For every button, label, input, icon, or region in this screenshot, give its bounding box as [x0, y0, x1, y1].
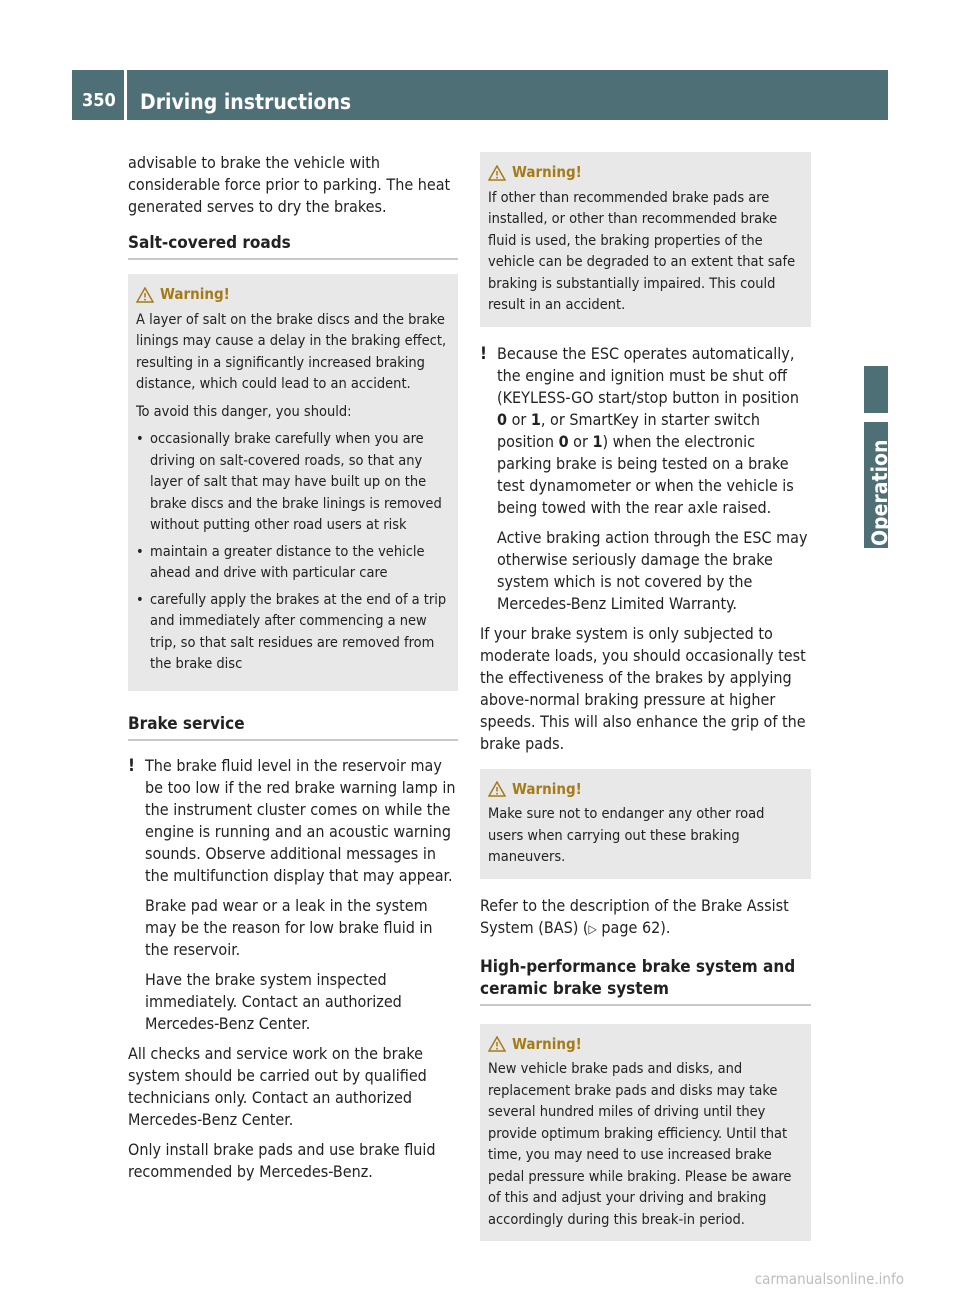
- page-number: 350: [82, 90, 116, 111]
- install-paragraph: Only install brake pads and use brake fluid recommended by Mercedes-Benz.: [128, 1139, 436, 1181]
- bullet-text: maintain a greater distance to the vehicle ahead and drive with particular care: [150, 543, 425, 581]
- warning-box-maneuvers: [480, 769, 811, 879]
- bullet-text: occasionally brake carefully when you are driving on salt-covered roads, so that any layer of salt that may have built up on the brake discs and the brake linings is removed without putting other road users at risk: [150, 431, 442, 533]
- warning-title-text: Warning!: [512, 1034, 582, 1053]
- warning-avoid-text: To avoid this danger, you should:: [136, 403, 352, 420]
- note-text: or: [568, 431, 593, 451]
- note-paragraph: The brake fluid level in the reservoir may be too low if the red brake warning lamp in the instrument cluster comes on while the engine is running and an acoustic warning sounds. Observe additional messages in the multifunction display that may appear.: [145, 755, 456, 885]
- warning-title: [136, 284, 450, 306]
- warning-title: [488, 779, 803, 801]
- position-value: 0: [558, 431, 569, 451]
- bas-text: Refer to the description of the Brake Assist System (BAS) (: [480, 895, 789, 937]
- warning-text: Make sure not to endanger any other road users when carrying out these braking maneuvers.: [488, 806, 765, 865]
- warning-text: If other than recommended brake pads are installed, or other than recommended brake fluid is used, the braking properties of the vehicle can be degraded to an extent that safe braking is substantially impaired. This could result in an accident.: [488, 189, 796, 313]
- position-value: 1: [592, 431, 603, 451]
- list-item: [136, 429, 450, 537]
- watermark: carmanualsonline.info: [754, 1270, 904, 1288]
- checks-paragraph: All checks and service work on the brake system should be carried out by qualified technicians only. Contact an authorized Mercedes-Benz Center.: [128, 1043, 427, 1129]
- warning-box-break-in: [480, 1024, 811, 1242]
- warning-text: A layer of salt on the brake discs and the brake linings may cause a delay in the braking effect, resulting in a significantly increased braking distance, which could lead to an accident.: [136, 311, 447, 392]
- note-paragraph: [497, 343, 811, 519]
- exclamation-icon: !: [480, 343, 487, 364]
- bullet-icon: •: [136, 431, 144, 447]
- left-column: [128, 152, 458, 1191]
- note-text: ) when the electronic parking brake is being tested on a brake test dynamometer or when the vehicle is being towed with the rear axle raised.: [497, 431, 794, 517]
- list-item: [136, 590, 450, 676]
- header-divider: [124, 70, 127, 120]
- bas-reference-paragraph: [480, 895, 811, 940]
- list-item: [136, 542, 450, 585]
- bullet-icon: •: [136, 591, 144, 608]
- note-paragraph: Active braking action through the ESC may otherwise seriously damage the brake system which is not covered by the Mercedes-Benz Limited Warranty.: [497, 527, 808, 613]
- intro-paragraph: advisable to brake the vehicle with considerable force prior to parking. The heat generated serves to dry the brakes.: [128, 153, 451, 216]
- note-paragraph: Have the brake system inspected immediately. Contact an authorized Mercedes-Benz Center.: [145, 969, 402, 1033]
- warning-triangle-icon: [136, 287, 154, 303]
- page-arrow-icon: ▷: [588, 921, 597, 936]
- bullet-icon: •: [136, 543, 144, 560]
- right-column: [480, 152, 811, 1255]
- warning-triangle-icon: [488, 1036, 506, 1052]
- salt-roads-heading: Salt-covered roads: [128, 232, 458, 260]
- exclamation-icon: !: [128, 755, 135, 776]
- page-header: [72, 70, 888, 120]
- note-brake-fluid: [128, 755, 458, 1035]
- side-tab-square: [864, 366, 888, 413]
- note-text: or: [507, 409, 531, 429]
- note-text: , or SmartKey in starter switch position: [497, 409, 760, 451]
- warning-text: New vehicle brake pads and disks, and replacement brake pads and disks may take several hundred miles of driving until they provide optimum braking efficiency. Until that time, you may need to use increased brake pedal pressure while braking. Please be aware of this and adjust your driving and braking accordingly during this break-in period.: [488, 1061, 792, 1228]
- note-text: Because the ESC operates automatically, the engine and ignition must be shut off (KEYLESS-GO start/stop button in position: [497, 343, 799, 407]
- warning-title-text: Warning!: [512, 163, 582, 181]
- brake-service-heading: Brake service: [128, 713, 458, 741]
- warning-triangle-icon: [488, 781, 506, 797]
- high-performance-heading: High-performance brake system and ceramic brake system: [480, 956, 811, 1006]
- chapter-title: Driving instructions: [140, 90, 352, 114]
- warning-title: [488, 1034, 803, 1056]
- warning-title-text: Warning!: [160, 285, 230, 303]
- side-tab-top: [864, 70, 888, 120]
- warning-box-salt: [128, 274, 458, 691]
- note-paragraph: Brake pad wear or a leak in the system may be the reason for low brake fluid in the reservoir.: [145, 895, 433, 959]
- moderate-loads-paragraph: If your brake system is only subjected to moderate loads, you should occasionally test the effectiveness of the brakes by applying above-normal braking pressure at higher speeds. This will also enhance the grip of the brake pads.: [480, 623, 806, 753]
- position-value: 1: [530, 409, 541, 429]
- bullet-text: carefully apply the brakes at the end of a trip and immediately after commencing a new trip, so that salt residues are removed from the brake disc: [150, 591, 447, 672]
- warning-triangle-icon: [488, 165, 506, 181]
- side-tab-label: Operation: [868, 439, 892, 546]
- warning-title-text: Warning!: [512, 779, 582, 798]
- bas-text: page 62).: [596, 917, 671, 937]
- warning-bullet-list: [136, 429, 450, 676]
- note-esc: [480, 343, 811, 615]
- position-value: 0: [497, 409, 508, 429]
- warning-box-brake-pads: [480, 152, 811, 327]
- warning-title: [488, 162, 803, 184]
